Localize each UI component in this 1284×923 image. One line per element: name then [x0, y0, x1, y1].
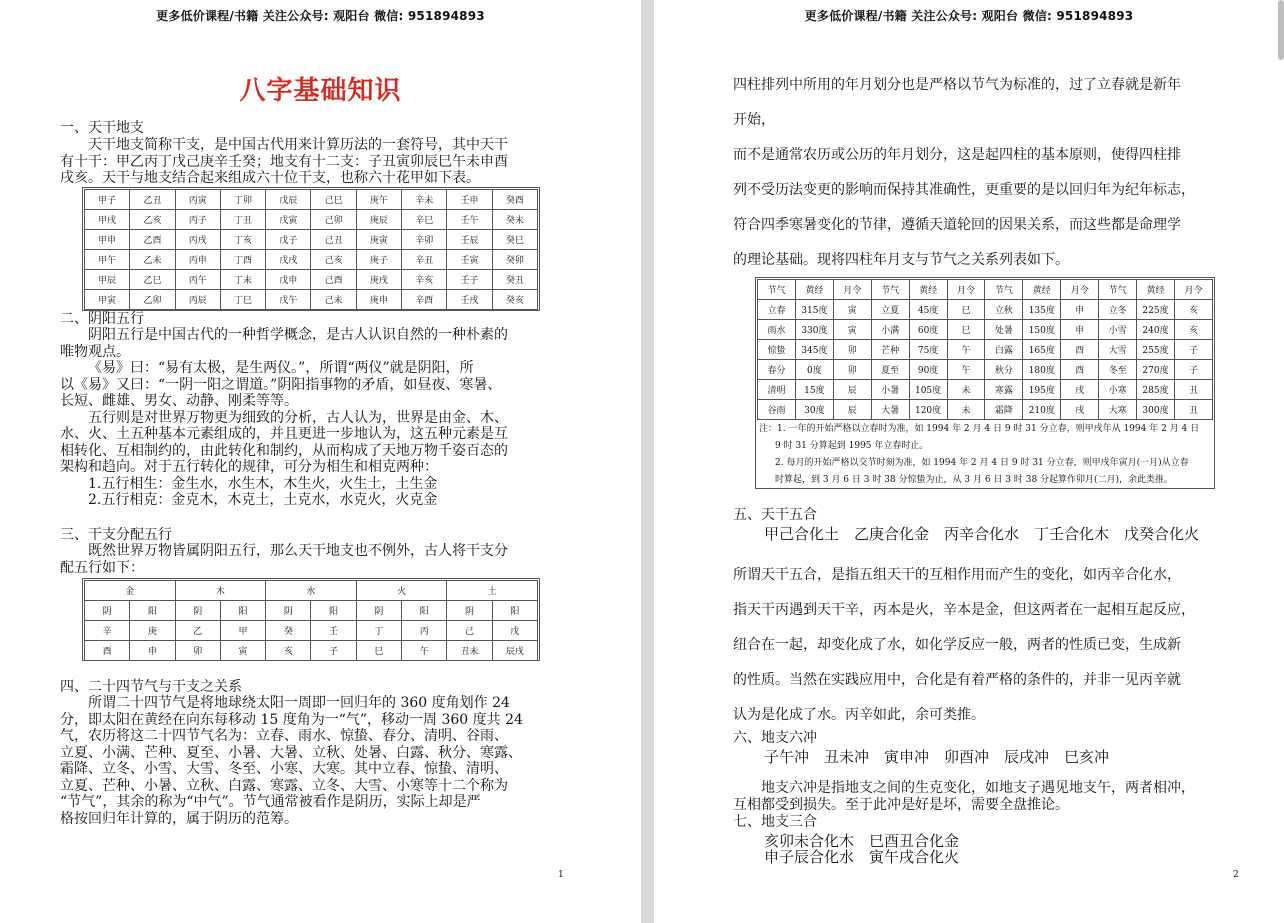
- table-cell: 秋分: [985, 360, 1023, 380]
- table-cell: 丁丑: [220, 210, 265, 230]
- table-cell: 195度: [1023, 380, 1061, 400]
- table-cell: 立冬: [1099, 300, 1137, 320]
- note-line: 2. 每月的开始严格以交节时刻为准，如 1994 年 2 月 4 日 9 时 31 分立春，则甲戌年寅月(一月)从立春: [775, 458, 1189, 468]
- body-line: 戌亥。天干与地支结合起来组成六十位干支，也称六十花甲如下表。: [60, 170, 480, 186]
- table-cell: 辛酉: [402, 290, 447, 310]
- table-row: [758, 340, 1213, 360]
- table-cell: 己未: [311, 290, 356, 310]
- table-cell: 135度: [1023, 300, 1061, 320]
- table-cell: 阴: [447, 601, 492, 621]
- table-cell: 巳: [947, 320, 985, 340]
- table-cell: 戊申: [266, 270, 311, 290]
- table-cell: 丁: [356, 621, 401, 641]
- body-line: “节气”，其余的称为“中气”。节气通常被看作是阴历，实际上却是严: [60, 794, 481, 810]
- table-cell: 子: [311, 641, 356, 661]
- table-cell: 小满: [871, 320, 909, 340]
- table-cell: 酉: [85, 641, 130, 661]
- table-cell: 午: [402, 641, 447, 661]
- table-cell: 甲辰: [85, 270, 130, 290]
- table-cell: 315度: [795, 300, 833, 320]
- table-cell: 240度: [1137, 320, 1175, 340]
- table-cell: 辰: [833, 400, 871, 420]
- table-cell: 丁巳: [220, 290, 265, 310]
- table-cell: 丙午: [175, 270, 220, 290]
- table-cell: 乙未: [130, 250, 175, 270]
- page-header: 更多低价课程/书籍 关注公众号: 观阳台 微信: 951894893: [804, 9, 1134, 23]
- dizhi-sanhe-line: 亥卯未合化木 巳酉丑合化金: [764, 832, 960, 850]
- page-header: 更多低价课程/书籍 关注公众号: 观阳台 微信: 951894893: [156, 9, 485, 23]
- table-cell: 未: [947, 380, 985, 400]
- table-cell: 0度: [795, 360, 833, 380]
- table-row: [758, 320, 1213, 340]
- document-title: 八字基础知识: [239, 76, 402, 106]
- table-cell: 寅: [833, 300, 871, 320]
- table-cell: 壬寅: [447, 250, 492, 270]
- body-line: 以《易》又曰：“一阴一阳之谓道。”阴阳指事物的矛盾，如昼夜、寒暑、: [60, 376, 502, 393]
- table-cell: 黄经: [1137, 280, 1175, 300]
- table-cell: 阳: [402, 601, 447, 621]
- body-line: 所谓二十四节气是将地球绕太阳一周即一回归年的 360 度角划作 24: [88, 695, 510, 711]
- table-cell: 丙戌: [175, 230, 220, 250]
- table-cell: 月令: [947, 280, 985, 300]
- table-cell: 己: [447, 621, 492, 641]
- table-cell: 未: [947, 400, 985, 420]
- table-cell: 丑: [1174, 400, 1212, 420]
- note-line: 时算起，到 3 月 6 日 3 时 38 分惊蛰为止，从 3 月 6 日 3 时 38 分起算作卯月(二月)，余此类推。: [775, 475, 1174, 485]
- table-cell: 壬戌: [447, 290, 492, 310]
- table-header-row: [85, 581, 538, 601]
- body-line: 唯物观点。: [60, 343, 130, 360]
- table-cell: 午: [947, 340, 985, 360]
- body-line: 格按回归年计算的，属于阴历的范筹。: [60, 810, 298, 827]
- table-cell: 60度: [909, 320, 947, 340]
- table-row: [758, 360, 1213, 380]
- table-cell: 立春: [758, 300, 796, 320]
- table-cell: 己酉: [311, 270, 356, 290]
- body-line: 符合四季寒暑变化的节律，遵循天道轮回的因果关系，而这些都是命理学: [733, 217, 1181, 233]
- table-cell: 戊辰: [266, 190, 311, 210]
- table-cell: 甲申: [85, 230, 130, 250]
- table-cell: 芒种: [871, 340, 909, 360]
- body-line: 互相都受到损失。至于此冲是好是坏，需要全盘推论。: [733, 796, 1069, 813]
- table-cell: 壬午: [447, 210, 492, 230]
- table-cell: 己巳: [311, 190, 356, 210]
- table-row: [758, 300, 1213, 320]
- table-cell: 180度: [1023, 360, 1061, 380]
- table-cell: 丑: [1174, 380, 1212, 400]
- section-heading-3: 三、干支分配五行: [60, 527, 172, 543]
- table-cell: 300度: [1137, 400, 1175, 420]
- table-cell: 木: [175, 581, 266, 601]
- table-cell: 节气: [1099, 280, 1137, 300]
- body-line: 有十干：甲乙丙丁戊己庚辛壬癸；地支有十二支：子丑寅卯辰巳午未申酉: [60, 153, 508, 170]
- table-cell: 辛巳: [402, 210, 447, 230]
- table-row: [85, 230, 538, 250]
- section-6-body: [733, 780, 1195, 813]
- dizhi-liuchong-list: 子午冲 丑未冲 寅申冲 卯酉冲 辰戌冲 巳亥冲: [764, 748, 1110, 766]
- body-line: 立夏、小满、芒种、夏至、小暑、大暑、立秋、处暑、白露、秋分、寒露、: [60, 744, 522, 761]
- table-cell: 惊蛰: [758, 340, 796, 360]
- body-line: 立夏、芒种、小暑、立秋、白露、寒露、立冬、大雪、小寒等十二个称为: [60, 777, 508, 794]
- table-cell: 阴: [356, 601, 401, 621]
- table-cell: 申: [130, 641, 175, 661]
- table-cell: 寒露: [985, 380, 1023, 400]
- table-cell: 癸未: [492, 210, 537, 230]
- table-cell: 戊寅: [266, 210, 311, 230]
- table-cell: 酉: [1061, 340, 1099, 360]
- document-page-1: [0, 0, 641, 923]
- jieqi-intro: [733, 68, 1195, 278]
- table-cell: 丙辰: [175, 290, 220, 310]
- body-line: 的性质。当然在实践应用中，合化是有着严格的条件的，并非一见丙辛就: [733, 672, 1181, 688]
- table-cell: 甲子: [85, 190, 130, 210]
- table-cell: 白露: [985, 340, 1023, 360]
- table-cell: 庚辰: [356, 210, 401, 230]
- table-cell: 清明: [758, 380, 796, 400]
- table-cell: 乙酉: [130, 230, 175, 250]
- table-cell: 酉: [1061, 360, 1099, 380]
- table-cell: 申: [1061, 300, 1099, 320]
- table-cell: 辛: [85, 621, 130, 641]
- table-cell: 丙申: [175, 250, 220, 270]
- table-row: [758, 380, 1213, 400]
- table-cell: 30度: [795, 400, 833, 420]
- section-2-body: [60, 327, 508, 509]
- table-cell: 丑未: [447, 641, 492, 661]
- body-line: 2.五行相克：金克木，木克土，土克水，水克火，火克金: [88, 492, 438, 508]
- table-cell: 150度: [1023, 320, 1061, 340]
- table-cell: 小寒: [1099, 380, 1137, 400]
- table-cell: 戊子: [266, 230, 311, 250]
- table-cell: 己卯: [311, 210, 356, 230]
- table-cell: 辰: [833, 380, 871, 400]
- body-line: 长短、雌雄、男女、动静、刚柔等等。: [60, 393, 298, 409]
- table-cell: 庚戌: [356, 270, 401, 290]
- table-cell: 黄经: [1023, 280, 1061, 300]
- table-row: [85, 601, 538, 621]
- body-line: 所谓天干五合，是指五组天干的互相作用而产生的变化，如丙辛合化水，: [733, 567, 1181, 583]
- table-cell: 癸巳: [492, 230, 537, 250]
- table-header-row: [758, 280, 1213, 300]
- table-cell: 丙子: [175, 210, 220, 230]
- table-cell: 亥: [1174, 300, 1212, 320]
- jieqi-table-notes: [759, 421, 1199, 489]
- table-cell: 丙: [402, 621, 447, 641]
- body-line: 认为是化成了水。丙辛如此，余可类推。: [733, 707, 985, 723]
- table-cell: 乙: [175, 621, 220, 641]
- table-cell: 春分: [758, 360, 796, 380]
- table-cell: 甲戌: [85, 210, 130, 230]
- table-cell: 165度: [1023, 340, 1061, 360]
- section-heading-6: 六、地支六冲: [733, 730, 817, 746]
- table-cell: 立夏: [871, 300, 909, 320]
- table-cell: 戊戌: [266, 250, 311, 270]
- table-cell: 寅: [220, 641, 265, 661]
- body-line: 天干地支简称干支，是中国古代用来计算历法的一套符号，其中天干: [88, 137, 508, 153]
- table-cell: 辰戌: [492, 641, 537, 661]
- table-row: [85, 270, 538, 290]
- body-line: 的理论基础。现将四柱年月支与节气之关系列表如下。: [733, 252, 1069, 268]
- table-cell: 庚申: [356, 290, 401, 310]
- page-number: 2: [1233, 870, 1239, 880]
- table-cell: 卯: [833, 340, 871, 360]
- table-cell: 270度: [1137, 360, 1175, 380]
- table-cell: 甲寅: [85, 290, 130, 310]
- table-cell: 阳: [492, 601, 537, 621]
- body-line: 指天干丙遇到天干辛，丙本是火，辛本是金，但这两者在一起相互起反应，: [733, 602, 1195, 618]
- table-row: [85, 621, 538, 641]
- table-cell: 亥: [266, 641, 311, 661]
- table-row: [85, 641, 538, 661]
- body-line: 五行则是对世界万物更为细致的分析，古人认为，世界是由金、木、: [88, 409, 508, 426]
- table-cell: 辛未: [402, 190, 447, 210]
- table-cell: 阳: [220, 601, 265, 621]
- table-cell: 辛卯: [402, 230, 447, 250]
- body-line: 地支六冲是指地支之间的生克变化，如地支子遇见地支午，两者相冲，: [761, 780, 1195, 796]
- table-cell: 戌: [1061, 400, 1099, 420]
- section-heading-7: 七、地支三合: [733, 814, 817, 830]
- table-cell: 乙亥: [130, 210, 175, 230]
- table-row: [85, 250, 538, 270]
- document-page-2: [654, 0, 1284, 923]
- table-cell: 巳: [947, 300, 985, 320]
- table-cell: 阴: [85, 601, 130, 621]
- table-cell: 节气: [758, 280, 796, 300]
- table-cell: 癸丑: [492, 270, 537, 290]
- note-line: 9 时 31 分算起到 1995 年立春时止。: [775, 441, 929, 451]
- body-line: 架构和趋向。对于五行转化的规律，可分为相生和相克两种：: [60, 459, 438, 475]
- dizhi-sanhe-line: 申子辰合化水 寅午戌合化火: [764, 848, 960, 866]
- table-cell: 乙卯: [130, 290, 175, 310]
- table-cell: 午: [947, 360, 985, 380]
- table-cell: 45度: [909, 300, 947, 320]
- table-cell: 105度: [909, 380, 947, 400]
- table-cell: 巳: [356, 641, 401, 661]
- table-cell: 阴: [175, 601, 220, 621]
- body-line: 霜降、立冬、小雪、大雪、冬至、小寒、大寒。其中立春、惊蛰、清明、: [60, 761, 508, 777]
- table-cell: 月令: [1174, 280, 1212, 300]
- table-cell: 乙巳: [130, 270, 175, 290]
- page-number: 1: [558, 870, 564, 880]
- table-cell: 己丑: [311, 230, 356, 250]
- table-cell: 戌: [1061, 380, 1099, 400]
- table-cell: 节气: [871, 280, 909, 300]
- table-cell: 大暑: [871, 400, 909, 420]
- table-cell: 黄经: [795, 280, 833, 300]
- table-cell: 冬至: [1099, 360, 1137, 380]
- section-3-body: [60, 543, 508, 576]
- body-line: 阴阳五行是中国古代的一种哲学概念，是古人认识自然的一种朴素的: [88, 327, 508, 343]
- section-heading-4: 四、二十四节气与干支之关系: [60, 679, 242, 695]
- table-cell: 庚寅: [356, 230, 401, 250]
- table-cell: 癸酉: [492, 190, 537, 210]
- table-cell: 霜降: [985, 400, 1023, 420]
- body-line: 相转化、互相制约的，由此转化和制约，从而构成了天地万物千姿百态的: [60, 442, 508, 459]
- table-cell: 庚午: [356, 190, 401, 210]
- table-cell: 壬子: [447, 270, 492, 290]
- table-cell: 谷雨: [758, 400, 796, 420]
- table-cell: 甲: [220, 621, 265, 641]
- table-cell: 阳: [130, 601, 175, 621]
- table-cell: 120度: [909, 400, 947, 420]
- body-line: 1.五行相生：金生水，水生木，木生火，火生土，土生金: [88, 475, 438, 492]
- table-cell: 255度: [1137, 340, 1175, 360]
- table-cell: 甲午: [85, 250, 130, 270]
- sixty-jiazi-table: [84, 189, 538, 310]
- body-line: 气，农历将这二十四节气名为：立春、雨水、惊蛰、春分、清明、谷雨、: [60, 728, 508, 744]
- page-gap: [641, 0, 654, 923]
- table-cell: 丁未: [220, 270, 265, 290]
- body-line: 而不是通常农历或公历的年月划分，这是起四柱的基本原则，使得四柱排: [733, 147, 1181, 163]
- table-cell: 15度: [795, 380, 833, 400]
- table-row: [758, 400, 1213, 420]
- table-cell: 壬辰: [447, 230, 492, 250]
- table-cell: 雨水: [758, 320, 796, 340]
- table-cell: 金: [85, 581, 176, 601]
- table-cell: 丁卯: [220, 190, 265, 210]
- section-1-body: [60, 137, 508, 187]
- section-heading-2: 二、阴阳五行: [60, 311, 144, 327]
- table-cell: 亥: [1174, 320, 1212, 340]
- table-row: [85, 190, 538, 210]
- table-cell: 阳: [311, 601, 356, 621]
- table-cell: 节气: [985, 280, 1023, 300]
- table-cell: 黄经: [909, 280, 947, 300]
- table-cell: 月令: [833, 280, 871, 300]
- table-cell: 乙丑: [130, 190, 175, 210]
- wuxing-assignment-table: [84, 580, 538, 661]
- table-cell: 夏至: [871, 360, 909, 380]
- table-cell: 丙寅: [175, 190, 220, 210]
- table-cell: 癸亥: [492, 290, 537, 310]
- scrollbar-thumb[interactable]: [1278, 0, 1284, 60]
- table-cell: 月令: [1061, 280, 1099, 300]
- table-cell: 壬申: [447, 190, 492, 210]
- jieqi-table: [757, 279, 1213, 420]
- table-cell: 210度: [1023, 400, 1061, 420]
- table-cell: 大寒: [1099, 400, 1137, 420]
- table-cell: 丁亥: [220, 230, 265, 250]
- table-cell: 辛亥: [402, 270, 447, 290]
- table-cell: 庚子: [356, 250, 401, 270]
- note-line: 注：1. 一年的开始严格以立春时为准，如 1994 年 2 月 4 日 9 时 31 分立春，则甲戌年从 1994 年 2 月 4 日: [759, 424, 1200, 434]
- body-line: 开始，: [733, 112, 775, 128]
- table-cell: 己亥: [311, 250, 356, 270]
- table-cell: 丁酉: [220, 250, 265, 270]
- body-line: 水、火、土五种基本元素组成的，并且更进一步地认为，这五种元素是互: [60, 426, 508, 442]
- table-cell: 癸: [266, 621, 311, 641]
- table-cell: 小雪: [1099, 320, 1137, 340]
- body-line: 纽合在一起，却变化成了水，如化学反应一般，两者的性质已变，生成新: [733, 637, 1181, 653]
- table-cell: 申: [1061, 320, 1099, 340]
- table-cell: 阴: [266, 601, 311, 621]
- body-line: 四柱排列中所用的年月划分也是严格以节气为标准的，过了立春就是新年: [733, 77, 1181, 93]
- table-cell: 庚: [130, 621, 175, 641]
- body-line: 《易》曰：“易有太极，是生两仪。”，所谓“两仪”就是阴阳，所: [88, 360, 474, 376]
- table-cell: 子: [1174, 340, 1212, 360]
- section-4-body: [60, 695, 523, 827]
- table-cell: 立秋: [985, 300, 1023, 320]
- table-cell: 卯: [833, 360, 871, 380]
- table-cell: 戊午: [266, 290, 311, 310]
- body-line: 列不受历法变更的影响而保持其准确性，更重要的是以回归年为纪年标志，: [733, 182, 1195, 198]
- table-cell: 285度: [1137, 380, 1175, 400]
- table-cell: 戊: [492, 621, 537, 641]
- table-cell: 癸卯: [492, 250, 537, 270]
- section-5-body: [733, 558, 1195, 733]
- table-cell: 处暑: [985, 320, 1023, 340]
- table-cell: 75度: [909, 340, 947, 360]
- table-row: [85, 290, 538, 310]
- section-heading-5: 五、天干五合: [733, 507, 817, 523]
- table-cell: 90度: [909, 360, 947, 380]
- body-line: 配五行如下：: [60, 559, 144, 576]
- table-cell: 卯: [175, 641, 220, 661]
- table-cell: 345度: [795, 340, 833, 360]
- table-cell: 小暑: [871, 380, 909, 400]
- table-cell: 寅: [833, 320, 871, 340]
- table-row: [85, 210, 538, 230]
- body-line: 分，即太阳在黄经在向东每移动 15 度角为一“气”，移动一周 360 度共 24: [60, 711, 523, 728]
- table-cell: 225度: [1137, 300, 1175, 320]
- table-cell: 水: [266, 581, 357, 601]
- table-cell: 土: [447, 581, 538, 601]
- table-cell: 火: [356, 581, 447, 601]
- body-line: 既然世界万物皆属阴阳五行，那么天干地支也不例外，古人将干支分: [88, 543, 508, 559]
- table-cell: 大雪: [1099, 340, 1137, 360]
- section-heading-1: 一、天干地支: [60, 120, 144, 136]
- table-cell: 壬: [311, 621, 356, 641]
- table-cell: 330度: [795, 320, 833, 340]
- tiangan-wuhe-list: 甲己合化土 乙庚合化金 丙辛合化水 丁壬合化木 戊癸合化火: [764, 525, 1200, 543]
- table-cell: 辛丑: [402, 250, 447, 270]
- table-cell: 子: [1174, 360, 1212, 380]
